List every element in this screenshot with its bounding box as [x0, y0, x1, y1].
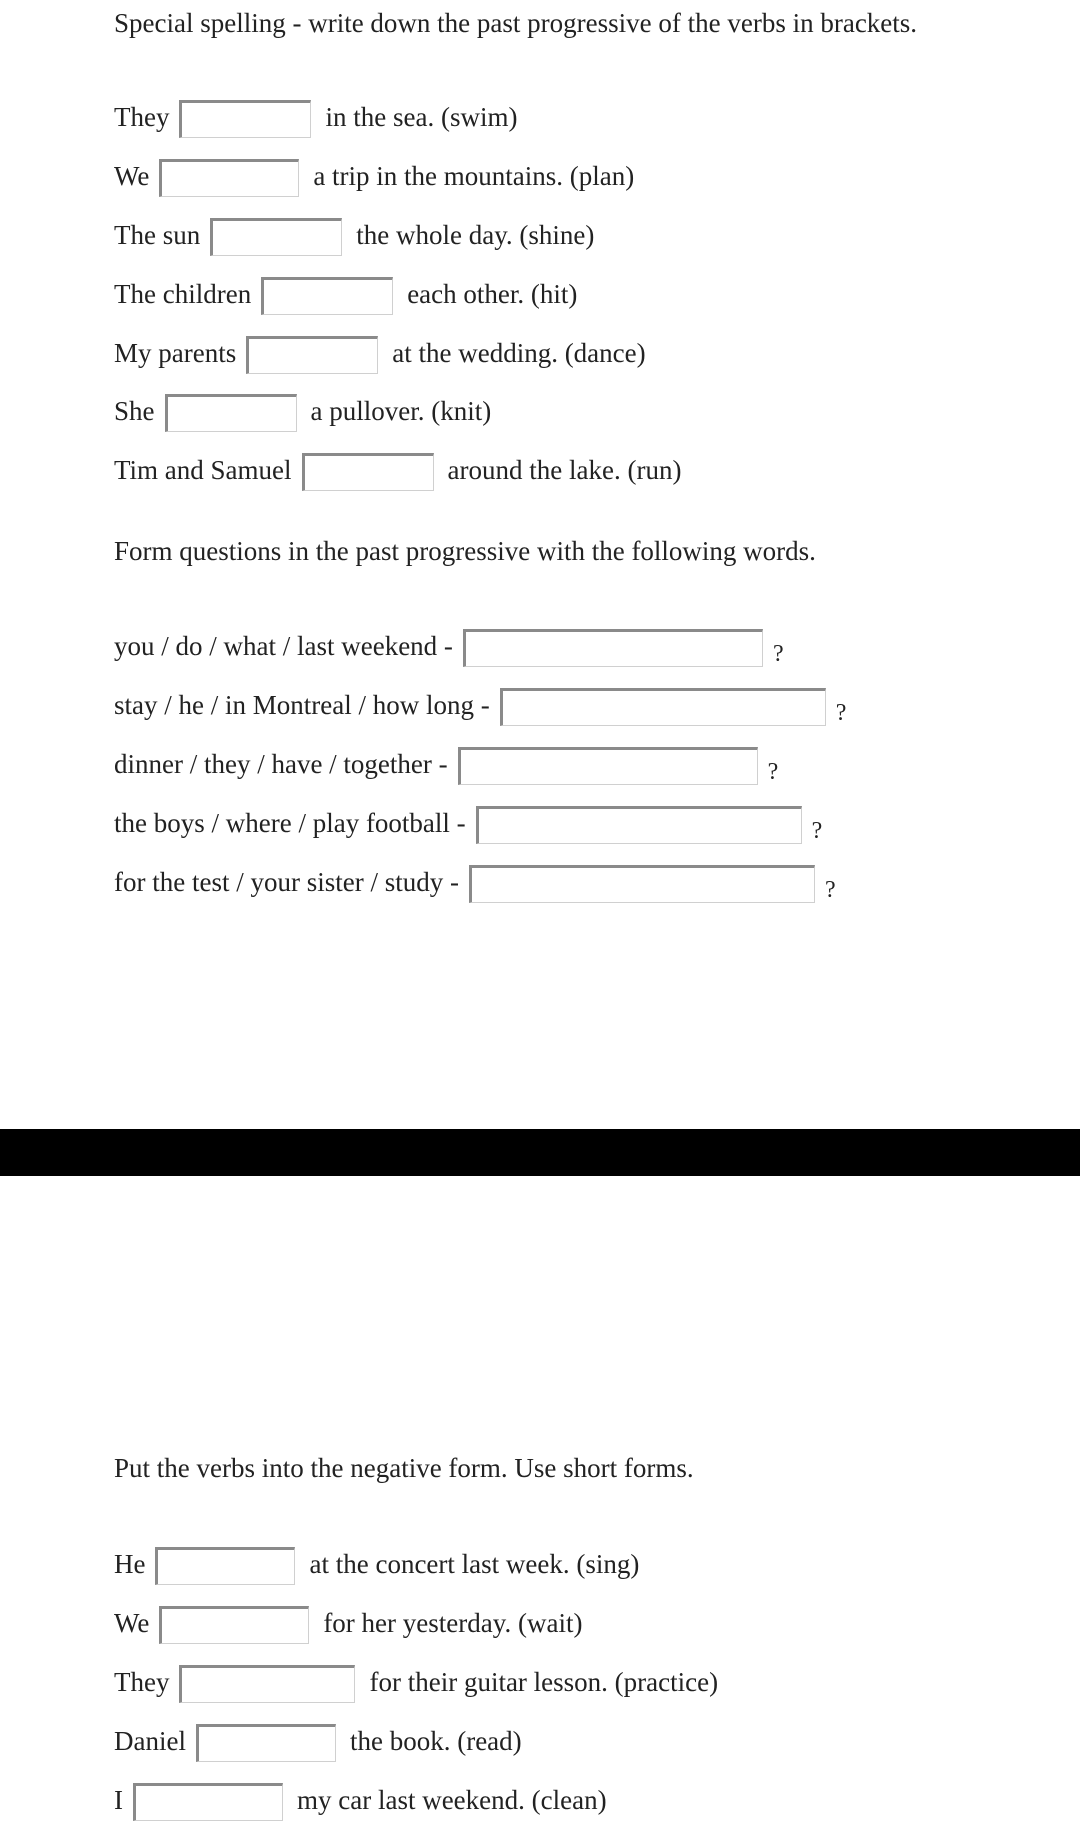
- exercise-row: [114, 441, 681, 485]
- question-row: [114, 676, 847, 726]
- word-prompt: dinner / they / have / together -: [114, 749, 448, 779]
- answer-input[interactable]: [196, 1724, 336, 1762]
- exercise-row: [114, 1653, 718, 1697]
- question-mark: ?: [772, 641, 784, 667]
- sentence-end: my car last weekend. (clean): [297, 1785, 607, 1815]
- question-mark: ?: [767, 759, 779, 785]
- sentence-end: the whole day. (shine): [356, 220, 595, 250]
- answer-input[interactable]: [210, 218, 342, 256]
- question-row: [114, 735, 779, 785]
- question-row: [114, 617, 784, 667]
- sentence-end: each other. (hit): [407, 279, 578, 309]
- sentence-start: They: [114, 102, 170, 132]
- sentence-start: The sun: [114, 220, 201, 250]
- sentence-end: a trip in the mountains. (plan): [313, 161, 635, 191]
- word-prompt: the boys / where / play football -: [114, 808, 466, 838]
- sentence-end: at the wedding. (dance): [392, 338, 646, 368]
- answer-input[interactable]: [469, 865, 815, 903]
- sentence-start: She: [114, 396, 155, 426]
- black-divider-bar: [0, 1129, 1080, 1176]
- exercise-row: [114, 1712, 522, 1756]
- sentence-end: the book. (read): [349, 1726, 522, 1756]
- word-prompt: stay / he / in Montreal / how long -: [114, 690, 490, 720]
- answer-input[interactable]: [165, 394, 297, 432]
- exercise-row: [114, 1535, 639, 1579]
- answer-input[interactable]: [159, 1606, 309, 1644]
- sentence-start: He: [114, 1549, 146, 1579]
- answer-input[interactable]: [261, 277, 393, 315]
- sentence-start: We: [114, 1608, 150, 1638]
- answer-input[interactable]: [500, 688, 826, 726]
- section3-instruction: Put the verbs into the negative form. Use short forms.: [114, 1453, 694, 1483]
- sentence-start: They: [114, 1667, 170, 1697]
- answer-input[interactable]: [476, 806, 802, 844]
- sentence-end: in the sea. (swim): [325, 102, 518, 132]
- exercise-row: [114, 324, 646, 368]
- answer-input[interactable]: [458, 747, 758, 785]
- sentence-end: for their guitar lesson. (practice): [369, 1667, 719, 1697]
- question-row: [114, 853, 836, 903]
- question-row: [114, 794, 823, 844]
- answer-input[interactable]: [302, 453, 434, 491]
- exercise-row: [114, 1771, 607, 1815]
- sentence-start: Tim and Samuel: [114, 455, 292, 485]
- word-prompt: you / do / what / last weekend -: [114, 631, 453, 661]
- question-mark: ?: [824, 877, 836, 903]
- exercise-row: [114, 265, 577, 309]
- sentence-start: We: [114, 161, 150, 191]
- sentence-start: My parents: [114, 338, 237, 368]
- answer-input[interactable]: [246, 336, 378, 374]
- word-prompt: for the test / your sister / study -: [114, 867, 459, 897]
- question-mark: ?: [811, 818, 823, 844]
- sentence-end: at the concert last week. (sing): [309, 1549, 640, 1579]
- exercise-row: [114, 88, 517, 132]
- exercise-row: [114, 206, 594, 250]
- sentence-end: around the lake. (run): [447, 455, 682, 485]
- answer-input[interactable]: [179, 1665, 355, 1703]
- answer-input[interactable]: [133, 1783, 283, 1821]
- sentence-start: I: [114, 1785, 123, 1815]
- sentence-start: Daniel: [114, 1726, 186, 1756]
- answer-input[interactable]: [155, 1547, 295, 1585]
- exercise-row: [114, 1594, 582, 1638]
- sentence-start: The children: [114, 279, 252, 309]
- sentence-end: a pullover. (knit): [310, 396, 492, 426]
- answer-input[interactable]: [179, 100, 311, 138]
- sentence-end: for her yesterday. (wait): [323, 1608, 583, 1638]
- exercise-row: [114, 147, 634, 191]
- section2-instruction: Form questions in the past progressive with the following words.: [114, 536, 816, 566]
- exercise-row: [114, 382, 491, 426]
- answer-input[interactable]: [159, 159, 299, 197]
- answer-input[interactable]: [463, 629, 763, 667]
- question-mark: ?: [835, 700, 847, 726]
- section1-instruction: Special spelling - write down the past progressive of the verbs in brackets.: [114, 8, 918, 38]
